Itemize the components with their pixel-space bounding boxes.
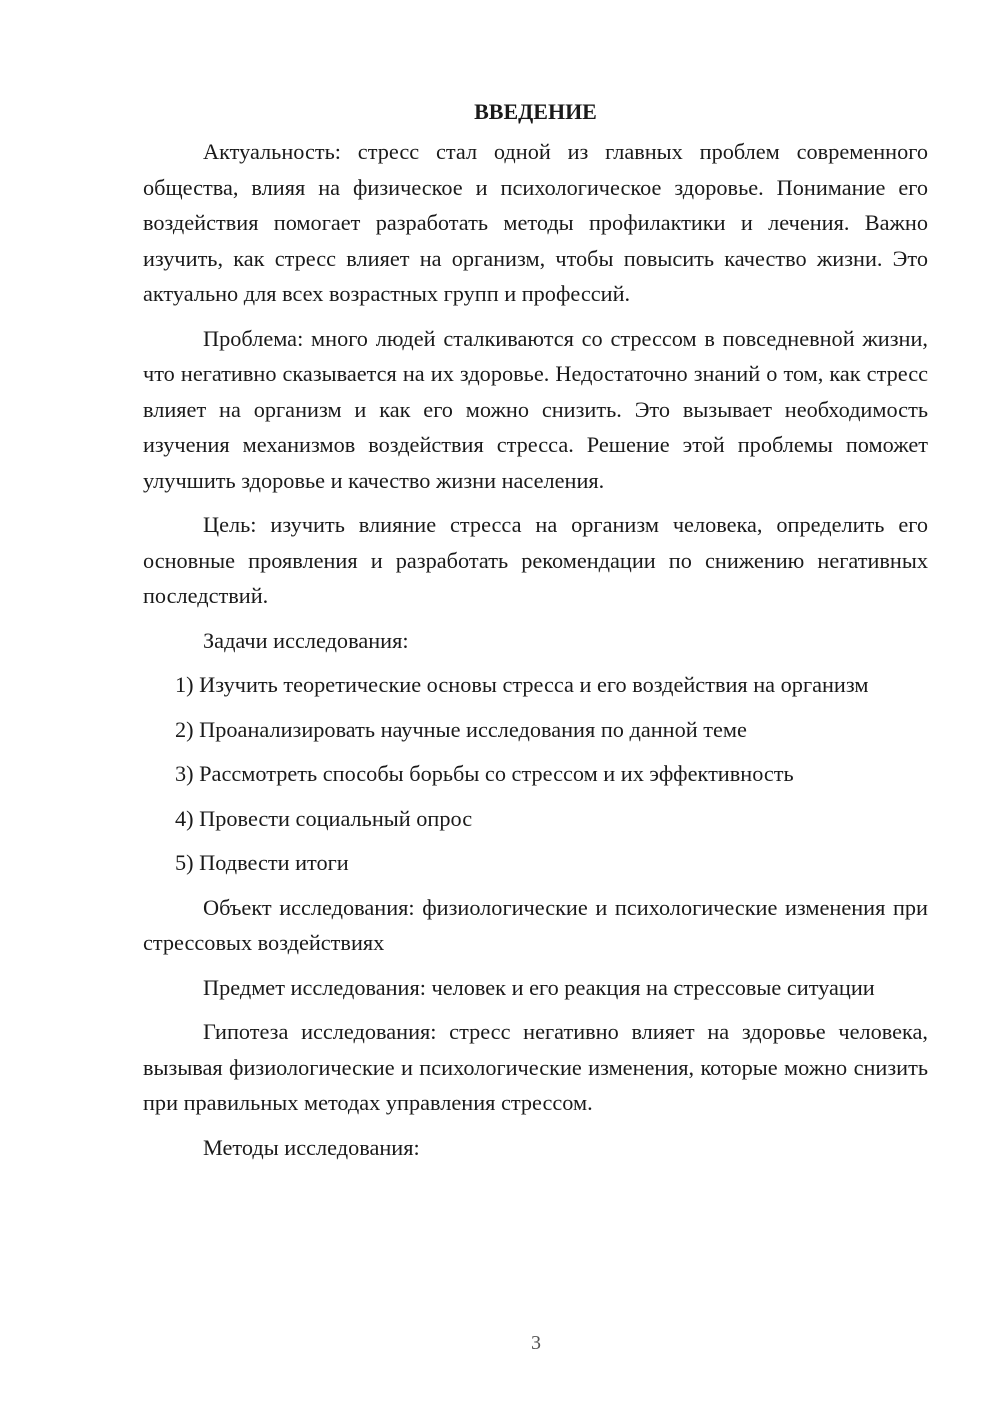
problem-paragraph: Проблема: много людей сталкиваются со стрессом в повседневной жизни, что негативно сказывается на их здоровье. Недостаточно знаний о том, как стресс влияет на организм и как его можно снизить. Это вызывает необходимость изучения механизмов воздействия стресса. Решение этой проблемы поможет улучшить здоровье и качество жизни населения. (143, 325, 928, 493)
page-number: 3 (531, 1332, 541, 1354)
task-item: 2) Проанализировать научные исследования по данной теме (175, 716, 747, 742)
methods-heading: Методы исследования: (203, 1134, 420, 1160)
task-item: 5) Подвести итоги (175, 850, 349, 875)
task-item: 1) Изучить теоретические основы стресса и его воздействия на организм (175, 672, 869, 697)
task-item: 3) Рассмотреть способы борьбы со стрессом и их эффективность (175, 761, 794, 786)
subject-paragraph: Предмет исследования: человек и его реакция на стрессовые ситуации (203, 974, 875, 1000)
tasks-heading: Задачи исследования: (203, 627, 409, 653)
goal-paragraph: Цель: изучить влияние стресса на организм человека, определить его основные проявления и разработать рекомендации по снижению негативных последствий. (143, 512, 928, 608)
relevance-paragraph: Актуальность: стресс стал одной из главных проблем современного общества, влияя на физическое и психологическое здоровье. Понимание его воздействия помогает разработать методы профилактики и лечения. Важно изучить, как стресс влияет на организм, чтобы повысить качество жизни. Это актуально для всех возрастных групп и профессий. (143, 139, 928, 306)
task-item: 4) Провести социальный опрос (175, 805, 473, 831)
object-paragraph: Объект исследования: физиологические и психологические изменения при стрессовых воздействиях (143, 894, 928, 955)
page-content (143, 96, 928, 1174)
section-title: ВВЕДЕНИЕ (474, 99, 597, 124)
hypothesis-paragraph: Гипотеза исследования: стресс негативно влияет на здоровье человека, вызывая физиологические и психологические изменения, которые можно снизить при правильных методах управления стрессом. (143, 1019, 928, 1115)
